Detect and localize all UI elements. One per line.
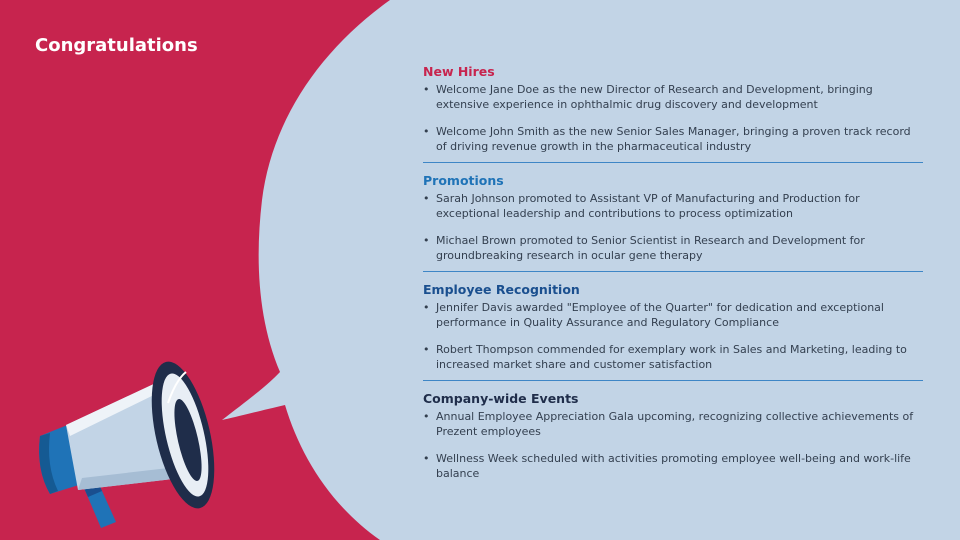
page-title: Congratulations: [35, 35, 198, 56]
section-divider: [423, 271, 923, 272]
bullet-icon: •: [423, 410, 430, 423]
list-item: • Michael Brown promoted to Senior Scientist in Research and Development for groundbreaking research in ocular gene therapy: [423, 234, 865, 262]
section-promotions: [423, 173, 923, 263]
section-employee-recognition: [423, 282, 923, 372]
list-item: • Robert Thompson commended for exemplary work in Sales and Marketing, leading to increased market share and customer satisfaction: [423, 343, 907, 371]
bullet-icon: •: [423, 301, 430, 314]
bullet-icon: •: [423, 234, 430, 247]
megaphone-icon: [39, 356, 226, 528]
section-heading-promotions: Promotions: [423, 173, 504, 188]
section-heading-new-hires: New Hires: [423, 64, 495, 79]
section-divider: [423, 162, 923, 163]
bullet-icon: •: [423, 343, 430, 356]
list-item: • Welcome Jane Doe as the new Director of Research and Development, bringing extensive experience in ophthalmic drug discovery and development: [423, 83, 873, 111]
section-heading-company-wide-events: Company-wide Events: [423, 391, 579, 406]
bullet-icon: •: [423, 125, 430, 138]
section-company-wide-events: [423, 391, 923, 481]
bullet-icon: •: [423, 452, 430, 465]
section-heading-employee-recognition: Employee Recognition: [423, 282, 580, 297]
list-item: • Sarah Johnson promoted to Assistant VP of Manufacturing and Production for exceptional leadership and contributions to process optimization: [423, 192, 860, 220]
announcements-panel: [423, 64, 923, 481]
list-item: • Wellness Week scheduled with activities promoting employee well-being and work-life balance: [423, 452, 911, 480]
list-item: • Jennifer Davis awarded "Employee of the Quarter" for dedication and exceptional performance in Quality Assurance and Regulatory Compliance: [423, 301, 884, 329]
list-item: • Annual Employee Appreciation Gala upcoming, recognizing collective achievements of Prezent employees: [423, 410, 914, 438]
section-divider: [423, 380, 923, 381]
list-item: • Welcome John Smith as the new Senior Sales Manager, bringing a proven track record of driving revenue growth in the pharmaceutical industry: [423, 125, 911, 153]
bullet-icon: •: [423, 83, 430, 96]
bullet-icon: •: [423, 192, 430, 205]
section-new-hires: [423, 64, 923, 154]
